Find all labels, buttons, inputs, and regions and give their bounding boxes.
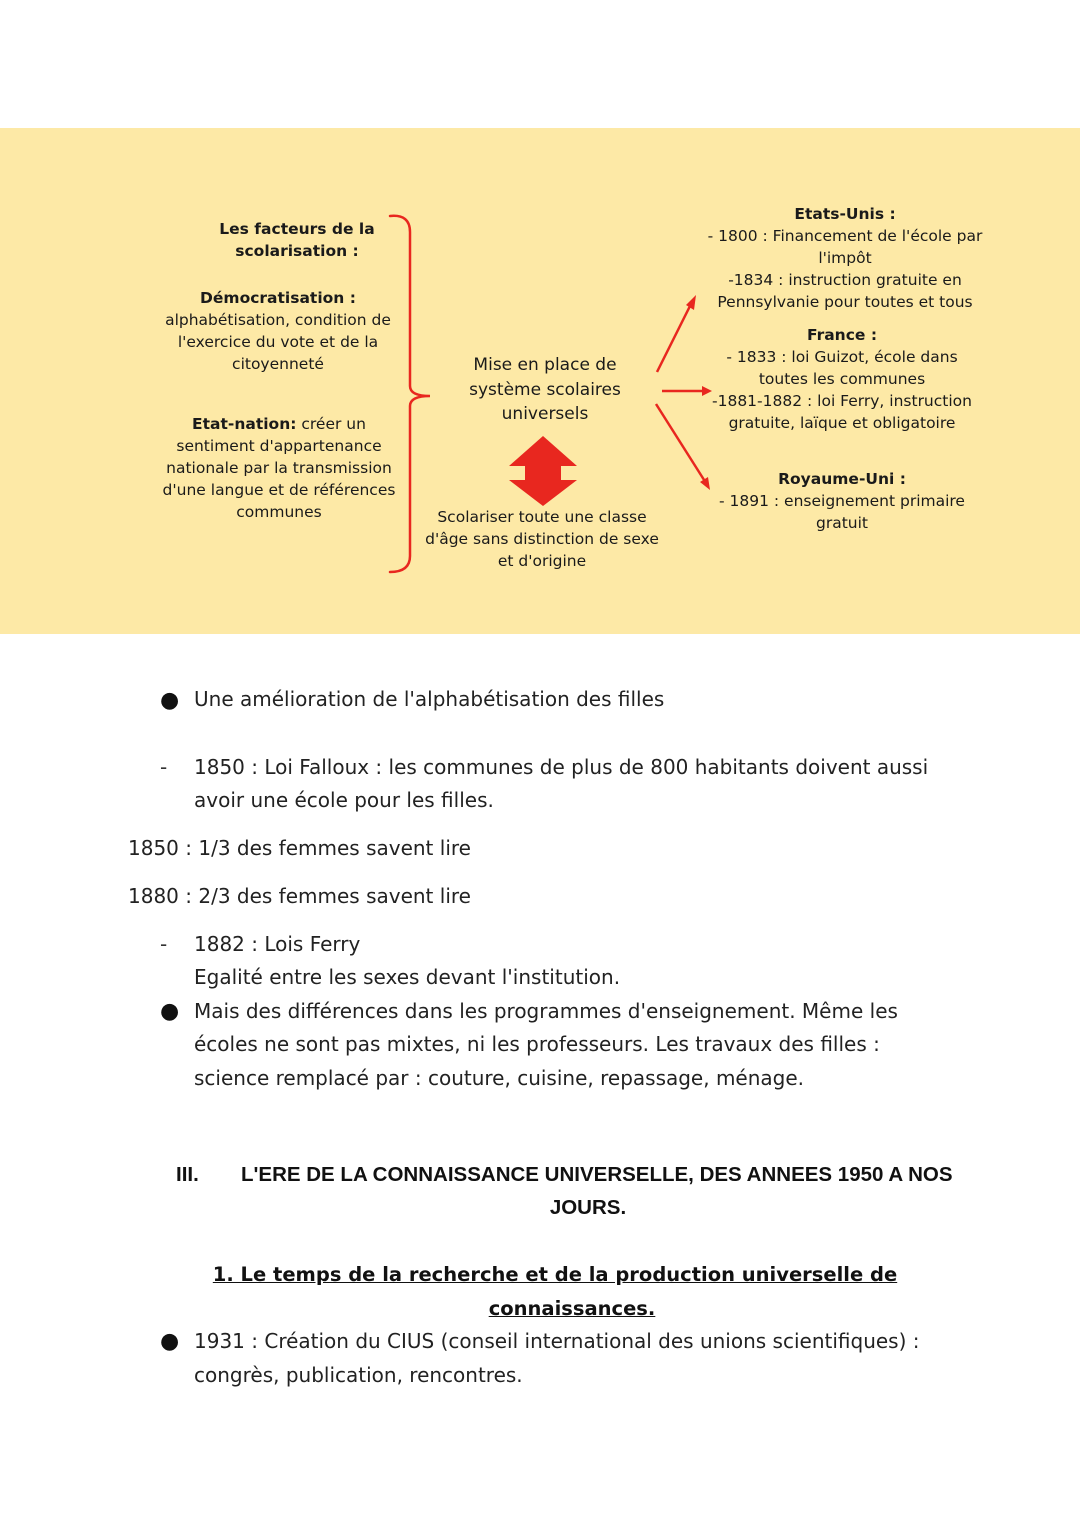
section-title-line-1: L'ERE DE LA CONNAISSANCE UNIVERSELLE, DES ANNEES 1950 A NOS xyxy=(241,1163,953,1186)
schooling-goal-text: Scolariser toute une classe d'âge sans distinction de sexe et d'origine xyxy=(425,508,659,570)
uk-item-1891: - 1891 : enseignement primaire gratuit xyxy=(719,492,965,532)
france-item-1833: - 1833 : loi Guizot, école dans toutes les communes xyxy=(726,348,958,388)
dash-marker: - xyxy=(160,755,168,779)
stat-1880: 1880 : 2/3 des femmes savent lire xyxy=(128,884,471,908)
subsection-title-line-1: 1. Le temps de la recherche et de la production universelle de xyxy=(212,1263,898,1286)
uk-label: Royaume-Uni : xyxy=(778,470,906,488)
double-arrow-icon xyxy=(509,436,577,506)
usa-item-1834: -1834 : instruction gratuite en Pennsylvanie pour toutes et tous xyxy=(717,271,973,311)
ferry-line-1: 1882 : Lois Ferry xyxy=(194,932,361,956)
cius-line-2: congrès, publication, rencontres. xyxy=(194,1363,523,1387)
arrow-to-france xyxy=(662,386,712,396)
section-number: III. xyxy=(176,1163,199,1186)
france-label: France : xyxy=(806,326,878,344)
universal-systems-text: Mise en place de système scolaires universels xyxy=(469,355,621,424)
differences-line-1: Mais des différences dans les programmes d'enseignement. Même les xyxy=(194,999,898,1023)
bullet-marker: ● xyxy=(160,999,180,1024)
differences-line-2: écoles ne sont pas mixtes, ni les professeurs. Les travaux des filles : xyxy=(194,1032,880,1056)
dash-marker: - xyxy=(160,932,168,956)
bullet-marker: ● xyxy=(160,688,180,713)
right-brace xyxy=(390,216,430,572)
falloux-line-1: 1850 : Loi Falloux : les communes de plus de 800 habitants doivent aussi xyxy=(194,755,929,779)
arrow-to-usa xyxy=(657,295,696,372)
democratisation-label: Démocratisation : xyxy=(200,289,356,307)
section-title-line-2: JOURS. xyxy=(549,1196,627,1219)
democratisation-text: alphabétisation, condition de l'exercice du vote et de la citoyenneté xyxy=(165,311,391,373)
etat-nation-label: Etat-nation: xyxy=(192,415,297,433)
ferry-line-2: Egalité entre les sexes devant l'institution. xyxy=(194,965,621,989)
falloux-line-2: avoir une école pour les filles. xyxy=(194,788,494,812)
differences-line-3: science remplacé par : couture, cuisine, repassage, ménage. xyxy=(194,1066,805,1090)
arrow-to-uk xyxy=(656,404,710,490)
usa-label: Etats-Unis : xyxy=(794,205,896,223)
subsection-title-line-2: connaissances. xyxy=(488,1297,656,1320)
factors-title: Les facteurs de la scolarisation : xyxy=(219,220,375,260)
usa-item-1800: - 1800 : Financement de l'école par l'impôt xyxy=(707,227,983,267)
bullet-marker: ● xyxy=(160,1329,180,1354)
cius-line-1: 1931 : Création du CIUS (conseil international des unions scientifiques) : xyxy=(194,1329,920,1353)
stat-1850: 1850 : 1/3 des femmes savent lire xyxy=(128,836,471,860)
france-item-1881: -1881-1882 : loi Ferry, instruction gratuite, laïque et obligatoire xyxy=(712,392,972,432)
etat-nation-text: créer un sentiment d'appartenance nationale par la transmission d'une langue et de références communes xyxy=(162,415,396,521)
bullet-girls-literacy: Une amélioration de l'alphabétisation des filles xyxy=(194,687,665,711)
